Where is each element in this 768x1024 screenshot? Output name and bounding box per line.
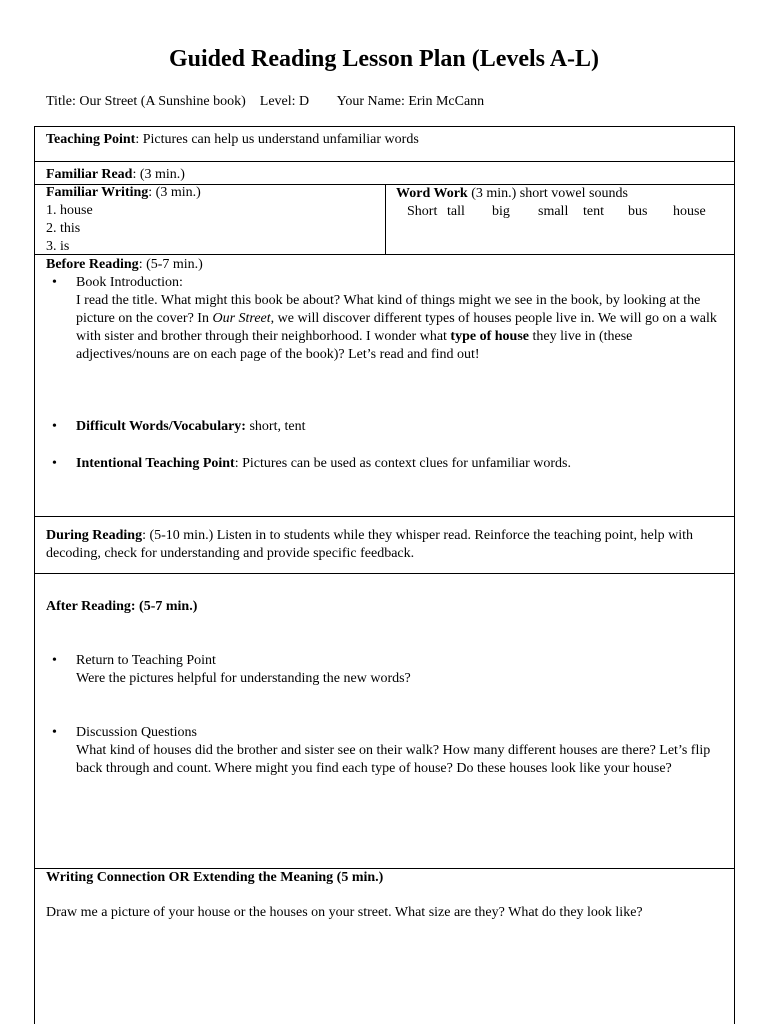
- writing-connection-label: Writing Connection OR Extending the Meaning (5 min.): [46, 870, 384, 885]
- writing-connection-text: Draw me a picture of your house or the houses on your street. What size are they? What do they look like?: [46, 905, 643, 920]
- column-divider: [385, 184, 386, 254]
- word: tent: [583, 204, 604, 219]
- familiar-writing-label: Familiar Writing: [46, 185, 149, 200]
- name-label: Your Name:: [336, 94, 409, 109]
- list-item: 3. is: [46, 239, 70, 254]
- vocab-label: Difficult Words/Vocabulary:: [76, 419, 246, 434]
- row-divider: [34, 161, 735, 162]
- row-divider: [34, 573, 735, 574]
- intro-text-part: they live in (these adjectives/nouns are on each page of the book)? Let’s read and find out!: [76, 329, 633, 362]
- row-divider: [34, 516, 735, 517]
- lesson-meta: [46, 94, 484, 110]
- word: Short: [407, 204, 438, 219]
- word: small: [538, 204, 569, 219]
- teacher-name: Erin McCann: [408, 94, 485, 109]
- level-label: Level:: [259, 94, 300, 109]
- familiar-read-time: : (3 min.): [132, 167, 185, 182]
- teaching-point-section: [46, 131, 726, 149]
- page-title: Guided Reading Lesson Plan (Levels A-L): [168, 46, 600, 72]
- word-work-section: [396, 185, 731, 221]
- list-item: [46, 455, 726, 473]
- intro-text-part: I read the title. What might this book be about? What kind of things might we see in the book, by looking at the picture on the cover? In: [76, 293, 701, 326]
- word-work-label: Word Work: [396, 186, 468, 201]
- vocab-text: short, tent: [245, 419, 306, 434]
- itp-label: Intentional Teaching Point: [76, 456, 235, 471]
- before-reading-time: : (5-7 min.): [138, 257, 203, 272]
- word-list: [396, 203, 731, 221]
- familiar-read-label: Familiar Read: [46, 167, 133, 182]
- familiar-writing-section: [46, 184, 381, 254]
- familiar-read-section: [46, 166, 185, 184]
- list-item: 2. this: [46, 221, 81, 236]
- word-work-text: (3 min.) short vowel sounds: [467, 186, 628, 201]
- after-reading-section: [46, 598, 726, 778]
- book-title: Our Street (A Sunshine book): [79, 94, 246, 109]
- table-top-border: [34, 126, 735, 127]
- word: tall: [447, 204, 465, 219]
- book-intro-text: [76, 292, 726, 364]
- after-reading-list: [46, 652, 726, 778]
- book-title-italic: Our Street: [212, 311, 271, 326]
- teaching-point-text: : Pictures can help us understand unfamiliar words: [135, 132, 419, 147]
- item-title: • Return to Teaching Point: [76, 653, 216, 668]
- title-label: Title:: [46, 94, 80, 109]
- level-value: D: [299, 94, 310, 109]
- before-reading-label: Before Reading: [46, 257, 139, 272]
- book-intro-title: • Book Introduction:: [76, 275, 183, 290]
- intro-text-part: , we will discover different types of houses people live in. We will go on a walk with sister and brother through their neighborhood. I wonder what: [76, 311, 717, 344]
- list-item: [46, 418, 726, 436]
- before-reading-list: [46, 274, 726, 473]
- before-reading-section: [46, 256, 726, 473]
- item-body: What kind of houses did the brother and sister see on their walk? How many different houses are there? Let’s flip back through and count. Where might you find each type of house? Do these houses look like your house?: [76, 743, 711, 776]
- after-reading-label: After Reading: (5-7 min.): [46, 599, 198, 614]
- itp-text: : Pictures can be used as context clues for unfamiliar words.: [234, 456, 571, 471]
- familiar-writing-time: : (3 min.): [148, 185, 201, 200]
- word: house: [673, 204, 706, 219]
- during-reading-section: [46, 527, 726, 563]
- writing-connection-section: [46, 869, 726, 922]
- emphasis-text: type of house: [450, 329, 529, 344]
- teaching-point-label: Teaching Point: [46, 132, 136, 147]
- list-item: 1. house: [46, 203, 93, 218]
- item-body: Were the pictures helpful for understanding the new words?: [76, 671, 411, 686]
- during-reading-label: During Reading: [46, 528, 143, 543]
- list-item: [46, 724, 726, 778]
- word: bus: [628, 204, 648, 219]
- list-item: [46, 652, 726, 688]
- row-divider: [34, 254, 735, 255]
- list-item: [46, 274, 726, 364]
- item-title: • Discussion Questions: [76, 725, 197, 740]
- during-reading-text: : (5-10 min.) Listen in to students while they whisper read. Reinforce the teaching point, help with decoding, check for understanding and provide specific feedback.: [46, 528, 694, 561]
- word: big: [492, 204, 510, 219]
